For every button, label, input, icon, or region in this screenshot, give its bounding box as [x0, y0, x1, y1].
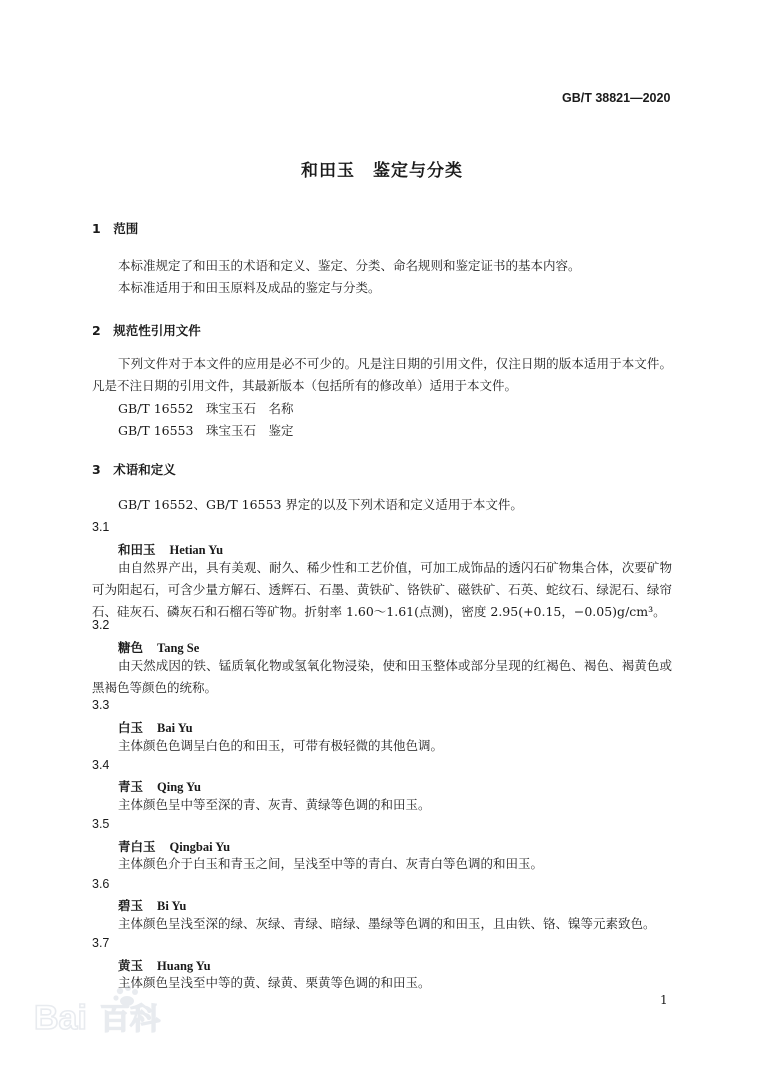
- term-heading: [118, 638, 199, 656]
- term-name-en: Qingbai Yu: [169, 840, 231, 854]
- term-definition: 主体颜色色调呈白色的和田玉，可带有极轻微的其他色调。: [118, 738, 444, 753]
- svg-text:百科: 百科: [100, 1002, 160, 1035]
- page-number: 1: [660, 993, 668, 1007]
- term-definition: 主体颜色呈中等至深的青、灰青、黄绿等色调的和田玉。: [118, 797, 431, 812]
- document-title: 和田玉 鉴定与分类: [301, 161, 463, 181]
- term-definition: 由自然界产出，具有美观、耐久、稀少性和工艺价值，可加工成饰品的透闪石矿物集合体，次要矿物可为阳起石，可含少量方解石、透辉石、石墨、黄铁矿、铬铁矿、磁铁矿、石英、蛇纹石、绿泥石、绿帘石、硅灰石、磷灰石和石榴石等矿物。折射率 1.60～1.61(点测)，密度 2.95(+0.15，−0.05)g/cm³。: [92, 560, 672, 619]
- term-definition: 主体颜色介于白玉和青玉之间，呈浅至中等的青白、灰青白等色调的和田玉。: [118, 856, 544, 871]
- term-name-zh: 青玉: [118, 779, 144, 794]
- term-name-zh: 糖色: [118, 640, 144, 655]
- term-heading: [118, 896, 186, 914]
- normative-reference-1: GB/T 16552 珠宝玉石 名称: [118, 401, 294, 416]
- normative-reference-2: GB/T 16553 珠宝玉石 鉴定: [118, 423, 294, 438]
- term-number: 3.1: [92, 520, 110, 534]
- term-number: 3.2: [92, 618, 110, 632]
- section-1-paragraph-2: 本标准适用于和田玉原料及成品的鉴定与分类。: [118, 280, 381, 295]
- section-1-paragraph-1: 本标准规定了和田玉的术语和定义、鉴定、分类、命名规则和鉴定证书的基本内容。: [118, 258, 581, 273]
- term-heading: [118, 777, 201, 795]
- svg-text:Bai: Bai: [34, 999, 87, 1035]
- term-number: 3.3: [92, 698, 110, 712]
- section-1-heading: 1 范围: [92, 221, 139, 236]
- term-definition: 主体颜色呈浅至深的绿、灰绿、青绿、暗绿、墨绿等色调的和田玉，且由铁、铬、镍等元素致色。: [118, 916, 656, 931]
- baidu-watermark-logo: [34, 985, 204, 1035]
- standard-code: GB/T 38821—2020: [562, 91, 671, 105]
- term-name-en: Qing Yu: [157, 780, 201, 794]
- term-name-zh: 白玉: [118, 720, 144, 735]
- section-2-paragraph: 下列文件对于本文件的应用是必不可少的。凡是注日期的引用文件，仅注日期的版本适用于本文件。凡是不注日期的引用文件，其最新版本（包括所有的修改单）适用于本文件。: [92, 356, 672, 393]
- term-name-zh: 青白玉: [118, 839, 156, 854]
- term-name-en: Huang Yu: [157, 959, 211, 973]
- term-number: 3.6: [92, 877, 110, 891]
- term-heading: [118, 718, 193, 736]
- term-name-zh: 黄玉: [118, 958, 144, 973]
- term-definition: 由天然成因的铁、锰质氧化物或氢氧化物浸染，使和田玉整体或部分呈现的红褐色、褐色、褐黄色或黑褐色等颜色的统称。: [92, 658, 672, 695]
- term-name-zh: 碧玉: [118, 898, 144, 913]
- section-3-heading: 3 术语和定义: [92, 462, 176, 477]
- section-3-intro: GB/T 16552、GB/T 16553 界定的以及下列术语和定义适用于本文件。: [118, 497, 523, 512]
- term-name-en: Hetian Yu: [169, 543, 224, 557]
- term-number: 3.4: [92, 758, 110, 772]
- section-2-heading: 2 规范性引用文件: [92, 323, 201, 338]
- term-name-en: Bi Yu: [157, 899, 187, 913]
- term-number: 3.5: [92, 817, 110, 831]
- term-name-zh: 和田玉: [118, 542, 156, 557]
- term-heading: [118, 540, 223, 558]
- term-name-en: Bai Yu: [157, 721, 193, 735]
- term-number: 3.7: [92, 936, 110, 950]
- term-name-en: Tang Se: [157, 641, 200, 655]
- term-definition: 主体颜色呈浅至中等的黄、绿黄、栗黄等色调的和田玉。: [118, 975, 431, 990]
